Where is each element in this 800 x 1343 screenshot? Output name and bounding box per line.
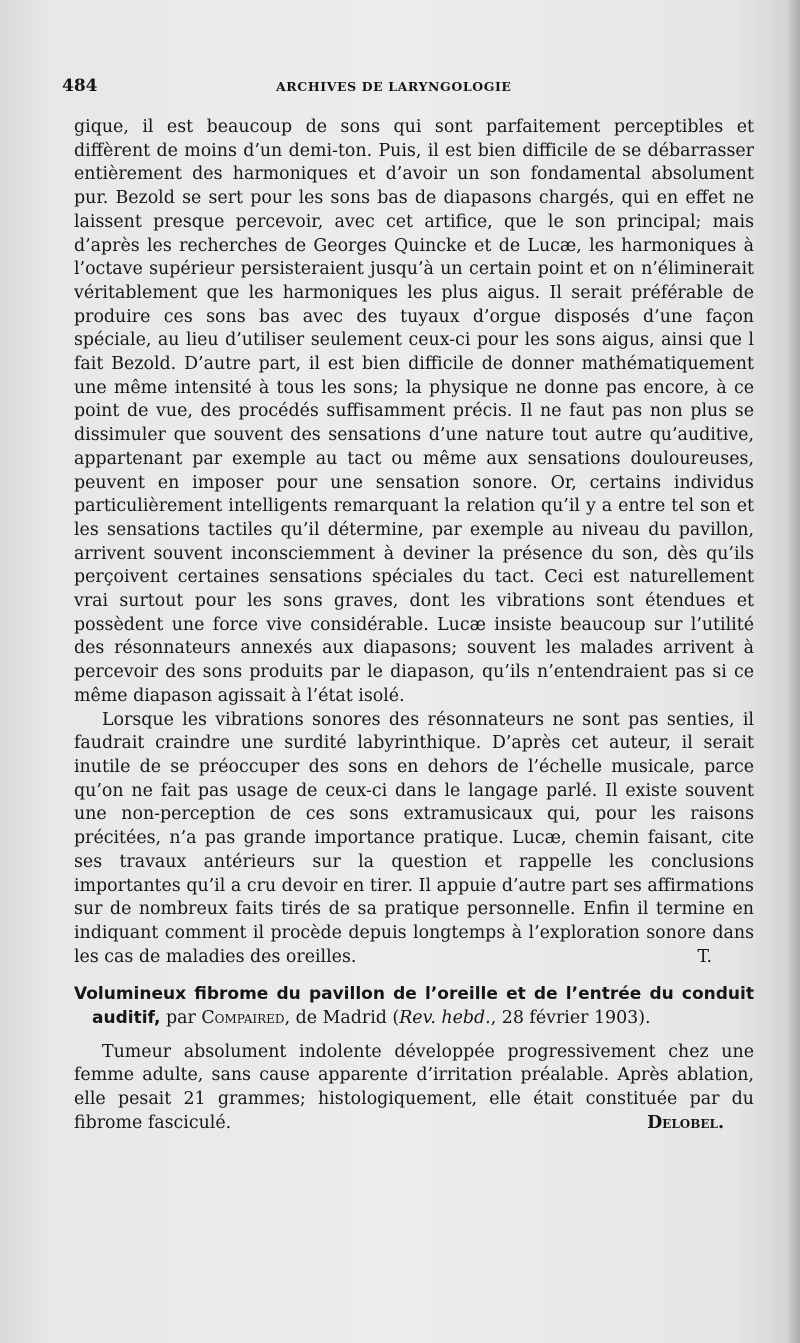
abstract-place: , de Madrid ( bbox=[284, 1008, 400, 1029]
running-title: ARCHIVES DE LARYNGOLOGIE bbox=[276, 79, 512, 94]
abstract-signature: Delobel. bbox=[647, 1112, 724, 1133]
abstract-text: Tumeur absolument indolente développée progressivement chez une femme adulte, sans cause apparente d’irritation préalable. Après ablation, elle pesait 21 grammes; histologiquement, elle était constituée par du fibrome fasciculé. bbox=[74, 1041, 754, 1133]
page-header bbox=[62, 76, 752, 100]
signature-initial: T. bbox=[697, 946, 712, 967]
paragraph-text: Lorsque les vibrations sonores des résonnateurs ne sont pas senties, il faudrait craindre une surdité labyrinthique. D’après cet auteur, il serait inutile de se préoccuper des sons en dehors de l’échelle musicale, parce qu’on ne fait pas usage de ceux-ci dans le langage parlé. Il existe souvent une non-perception de ces sons extramusicaux qui, pour les raisons précitées, n’a pas grande importance pratique. Lucæ, chemin faisant, cite ses travaux antérieurs sur la question et rappelle les conclusions importantes qu’il a cru devoir en tirer. Il appuie d’autre part ses affirmations sur de nombreux faits tirés de sa pratique personnelle. Enfin il termine en indiquant comment il procède depuis longtemps à l’exploration sonore dans les cas de maladies des oreilles. bbox=[74, 709, 754, 967]
abstract-author: Compaired bbox=[201, 1008, 285, 1029]
abstract-paragraph bbox=[74, 1041, 754, 1136]
page-number: 484 bbox=[62, 76, 98, 96]
abstract-by: par bbox=[160, 1008, 202, 1029]
page-body bbox=[74, 116, 754, 1136]
abstract-title: Volumineux fibrome du pavillon de l’oreille et de l’entrée du conduit auditif, bbox=[74, 984, 754, 1029]
page-shadow bbox=[786, 0, 800, 1343]
paragraph-continuation: gique, il est beaucoup de sons qui sont parfaitement perceptibles et diffèrent de moins d’un demi-ton. Puis, il est bien difficile de se débarrasser entièrement des harmoniques et d’avoir un son fondamental absolument pur. Bezold se sert pour les sons bas de diapasons chargés, qui en effet ne laissent presque percevoir, avec cet artifice, que le son principal; mais d’après les recherches de Georges Quincke et de Lucæ, les harmoniques à l’octave supérieur persisteraient jusqu’à un certain point et on n’éliminerait véritablement que les harmoniques les plus aigus. Il serait préférable de produire ces sons bas avec des tuyaux d’orgue disposés d’une façon spéciale, au lieu d’utiliser seulement ceux-ci pour les sons aigus, ainsi que l fait Bezold. D’autre part, il est bien difficile de donner mathématiquement une même intensité à tous les sons; la physique ne donne pas encore, à ce point de vue, des procédés suffisamment précis. Il ne faut pas non plus se dissimuler que souvent des sensations d’une nature tout autre qu’auditive, appartenant par exemple au tact ou même aux sensations douloureuses, peuvent en imposer pour une sensation sonore. Or, certains individus particulièrement intelligents remarquant la relation qu’il y a entre tel son et les sensations tactiles qu’il détermine, par exemple au niveau du pavillon, arrivent souvent inconsciemment à deviner la présence du son, dès qu’ils perçoivent certaines sensations spéciales du tact. Ceci est naturellement vrai surtout pour les sons graves, dont les vibrations sont étendues et possèdent une force vive considérable. Lucæ insiste beaucoup sur l’utilité des résonnateurs annexés aux diapasons; souvent les malades arrivent à percevoir des sons produits par le diapason, qu’ils n’entendraient pas si ce même diapason agissait à l’état isolé. bbox=[74, 117, 754, 706]
paragraph-lorsque bbox=[74, 709, 754, 970]
abstract-heading bbox=[74, 983, 754, 1030]
abstract-date: , 28 février 1903). bbox=[490, 1008, 651, 1029]
abstract-source: Rev. hebd. bbox=[399, 1008, 491, 1029]
